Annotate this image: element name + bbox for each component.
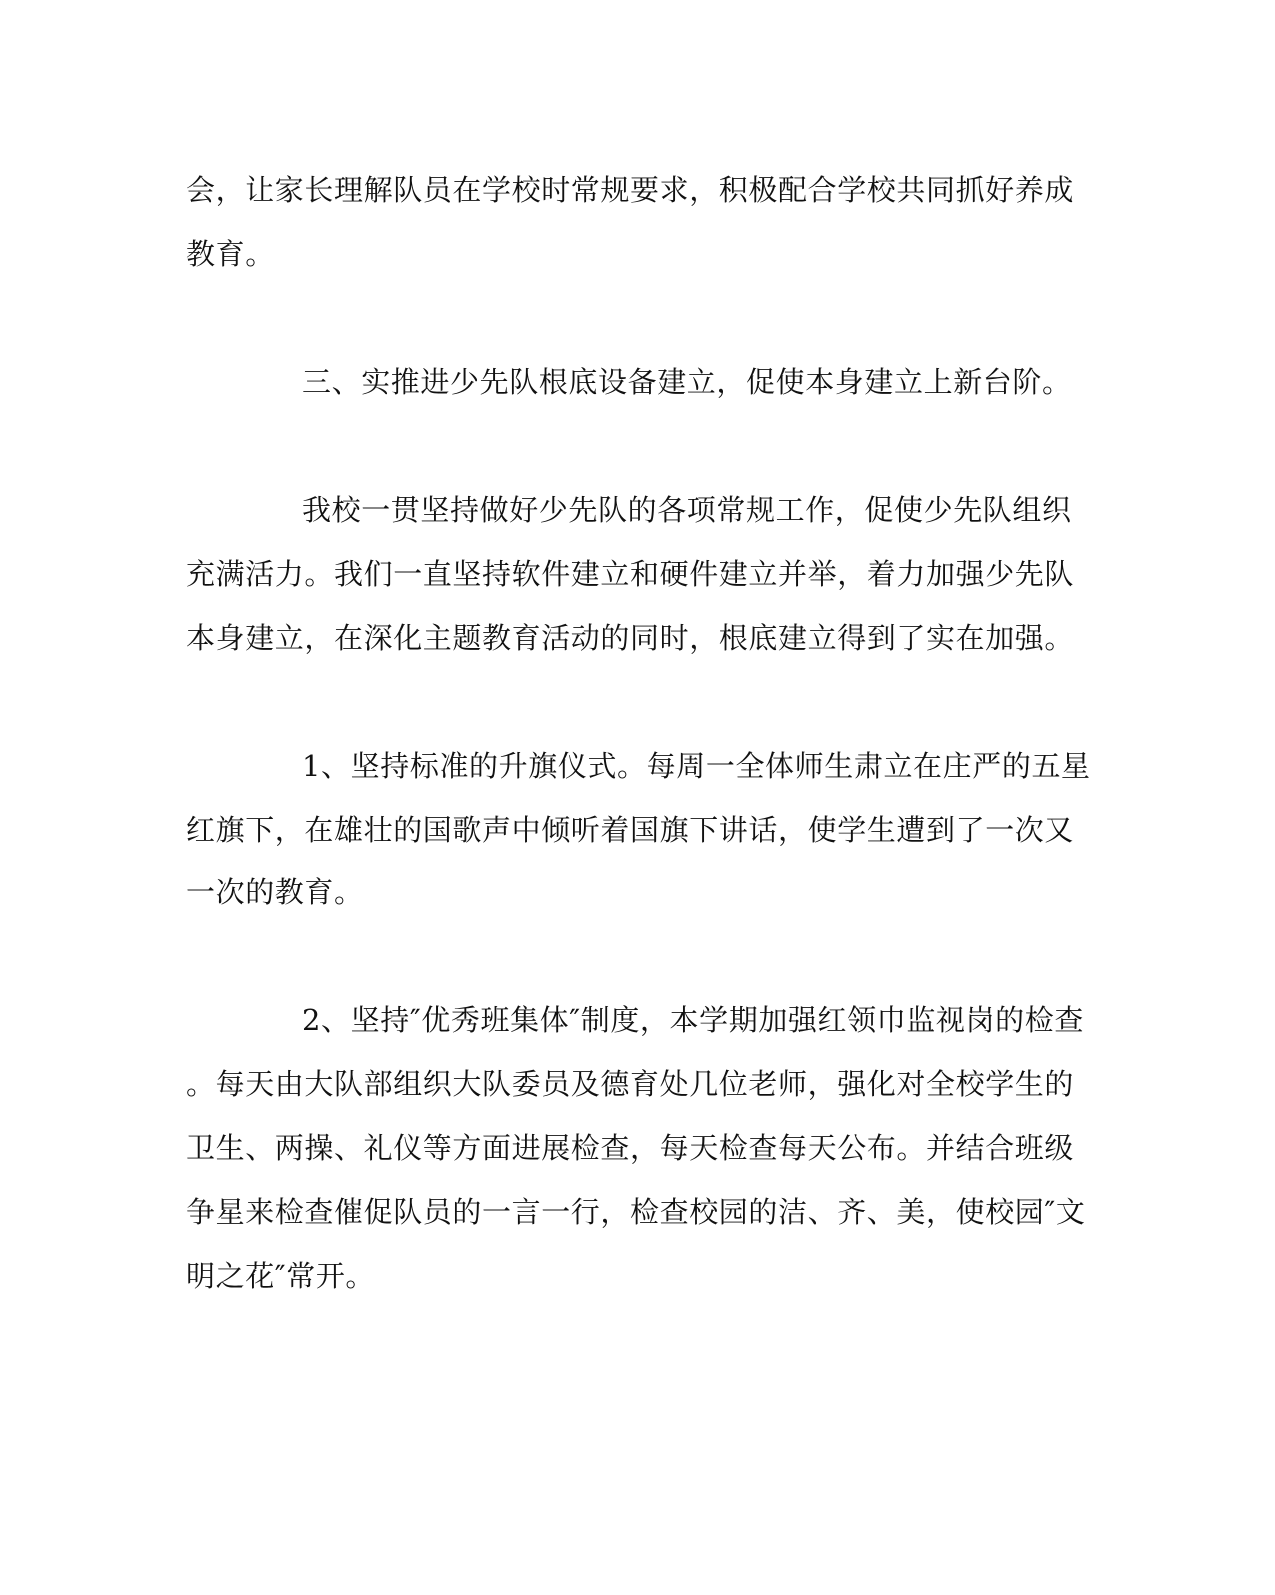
paragraph-line: 争星来检查催促队员的一言一行，检查校园的洁、齐、美，使校园″文 — [186, 1195, 1086, 1229]
paragraph-line: 我校一贯坚持做好少先队的各项常规工作，促使少先队组织 — [302, 493, 1072, 527]
paragraph-line: 一次的教育。 — [186, 875, 364, 909]
paragraph-line: 充满活力。我们一直坚持软件建立和硬件建立并举，着力加强少先队 — [186, 557, 1075, 591]
paragraph-line: 。每天由大队部组织大队委员及德育处几位老师，强化对全校学生的 — [186, 1067, 1075, 1101]
paragraph-line: 明之花″常开。 — [186, 1259, 376, 1293]
paragraph-line: 卫生、两操、礼仪等方面进展检查，每天检查每天公布。并结合班级 — [186, 1131, 1075, 1165]
paragraph-line: 会，让家长理解队员在学校时常规要求，积极配合学校共同抓好养成 — [186, 173, 1075, 207]
paragraph-line: 1、坚持标准的升旗仪式。每周一全体师生肃立在庄严的五星 — [302, 749, 1091, 783]
paragraph-line: 本身建立，在深化主题教育活动的同时，根底建立得到了实在加强。 — [186, 621, 1075, 655]
paragraph-line: 教育。 — [186, 237, 275, 271]
paragraph-line: 2、坚持″优秀班集体″制度，本学期加强红领巾监视岗的检查 — [302, 1003, 1084, 1037]
paragraph-line: 红旗下，在雄壮的国歌声中倾听着国旗下讲话，使学生遭到了一次又 — [186, 813, 1075, 847]
section-heading: 三、实推进少先队根底设备建立，促使本身建立上新台阶。 — [302, 365, 1072, 399]
